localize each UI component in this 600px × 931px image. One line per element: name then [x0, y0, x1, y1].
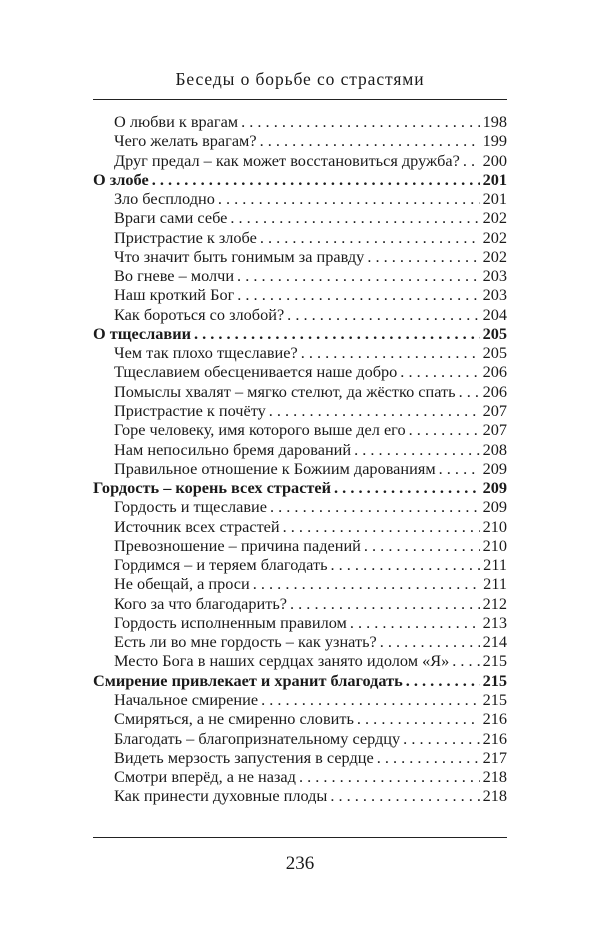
toc-entry-page: 216 — [482, 728, 507, 748]
toc-entry-page: 209 — [482, 458, 507, 478]
toc-entry — [93, 536, 507, 555]
toc-entry — [93, 690, 507, 709]
toc-entry-title: Как бороться со злобой? — [114, 304, 285, 324]
toc-entry-title: О злобе — [93, 169, 149, 189]
dot-leader — [241, 112, 479, 131]
toc-entry — [93, 343, 507, 362]
toc-entry — [93, 362, 507, 381]
toc-entry-page: 218 — [482, 767, 507, 787]
toc-entry-page: 209 — [482, 478, 507, 498]
toc-entry-title: Горе человеку, имя которого выше дел его — [114, 420, 406, 440]
toc-entry — [93, 440, 507, 459]
dot-leader — [400, 362, 479, 381]
toc-entry — [93, 401, 507, 420]
toc-entry-page: 209 — [482, 497, 507, 517]
toc-entry-page: 212 — [482, 593, 507, 613]
dot-leader — [334, 478, 480, 497]
toc-entry-page: 211 — [483, 574, 507, 594]
dot-leader — [452, 651, 479, 670]
toc-entry — [93, 555, 507, 574]
toc-entry-page: 200 — [482, 150, 507, 170]
toc-section-heading — [93, 478, 507, 497]
toc-entry-title: Помыслы хвалят – мягко стелют, да жёстко спать — [114, 381, 456, 401]
toc-entry — [93, 767, 507, 786]
toc-entry-page: 203 — [482, 285, 507, 305]
toc-entry-page: 204 — [482, 304, 507, 324]
toc-entry — [93, 305, 507, 324]
toc-entry-page: 211 — [483, 555, 507, 575]
toc-entry-page: 215 — [482, 651, 507, 671]
toc-entry-page: 213 — [482, 612, 507, 632]
toc-entry-title: Чем так плохо тщеславие? — [114, 343, 298, 363]
table-of-contents — [93, 112, 507, 806]
toc-entry-page: 218 — [482, 786, 507, 806]
toc-entry-title: Чего желать врагам? — [114, 131, 257, 151]
dot-leader — [301, 343, 480, 362]
toc-entry-page: 201 — [482, 169, 507, 189]
toc-entry-title: Тщеславием обесценивается наше добро — [114, 362, 398, 382]
toc-entry — [93, 594, 507, 613]
toc-entry — [93, 285, 507, 304]
toc-entry-page: 215 — [482, 670, 507, 690]
toc-entry — [93, 709, 507, 728]
toc-entry — [93, 497, 507, 516]
toc-entry-title: Враги сами себе — [114, 208, 228, 228]
dot-leader — [230, 208, 479, 227]
dot-leader — [269, 401, 480, 420]
toc-section-heading — [93, 324, 507, 343]
toc-entry-page: 199 — [482, 131, 507, 151]
toc-entry — [93, 651, 507, 670]
dot-leader — [253, 574, 480, 593]
dot-leader — [237, 285, 479, 304]
dot-leader — [270, 497, 480, 516]
toc-entry-title: Начальное смирение — [114, 689, 259, 709]
toc-entry — [93, 266, 507, 285]
dot-leader — [357, 709, 480, 728]
toc-entry — [93, 632, 507, 651]
header-rule — [93, 99, 507, 100]
dot-leader — [403, 729, 479, 748]
toc-entry — [93, 729, 507, 748]
dot-leader — [152, 170, 480, 189]
toc-entry — [93, 228, 507, 247]
toc-entry-title: Смотри вперёд, а не назад — [114, 767, 296, 787]
running-header: Беседы о борьбе со страстями — [175, 69, 425, 89]
dot-leader — [194, 324, 480, 343]
toc-entry-title: О любви к врагам — [114, 112, 239, 131]
toc-entry — [93, 613, 507, 632]
toc-entry-title: Пристрастие к почёту — [114, 400, 266, 420]
dot-leader — [409, 420, 480, 439]
dot-leader — [377, 748, 480, 767]
toc-entry — [93, 574, 507, 593]
toc-entry — [93, 208, 507, 227]
toc-entry-title: Кого за что благодарить? — [114, 593, 288, 613]
dot-leader — [331, 555, 481, 574]
toc-entry-page: 208 — [482, 439, 507, 459]
toc-entry-title: Во гневе – молчи — [114, 266, 235, 286]
toc-entry-title: Зло бесплодно — [114, 189, 215, 209]
toc-entry-title: Смирение привлекает и хранит благодать — [93, 670, 403, 690]
footer-rule — [93, 837, 507, 838]
toc-entry-title: Нам непосильно бремя дарований — [114, 439, 352, 459]
toc-entry-page: 205 — [482, 343, 507, 363]
toc-entry-page: 210 — [482, 516, 507, 536]
toc-entry-page: 205 — [482, 323, 507, 343]
toc-entry-title: Гордость исполненным правилом — [114, 612, 347, 632]
toc-entry — [93, 189, 507, 208]
toc-entry-title: Превозношение – причина падений — [114, 535, 361, 555]
toc-entry — [93, 112, 507, 131]
toc-entry-title: Смиряться, а не смиренно словить — [114, 709, 354, 729]
toc-entry-title: Друг предал – как может восстановиться дружба? — [114, 150, 460, 170]
toc-entry-page: 198 — [482, 112, 507, 131]
toc-entry-title: Не обещай, а проси — [114, 574, 250, 594]
dot-leader — [260, 131, 480, 150]
toc-entry-page: 215 — [482, 689, 507, 709]
toc-entry — [93, 131, 507, 150]
toc-entry-title: Правильное отношение к Божиим дарованиям — [114, 458, 436, 478]
toc-entry-page: 217 — [482, 747, 507, 767]
toc-entry-title: Гордимся – и теряем благодать — [114, 555, 328, 575]
dot-leader — [260, 228, 480, 247]
toc-entry — [93, 748, 507, 767]
toc-entry — [93, 382, 507, 401]
toc-entry-page: 203 — [482, 266, 507, 286]
toc-entry — [93, 420, 507, 439]
toc-entry — [93, 151, 507, 170]
toc-entry-title: Источник всех страстей — [114, 516, 280, 536]
dot-leader — [287, 305, 479, 324]
toc-entry-title: Как принести духовные плоды — [114, 786, 328, 806]
toc-entry-title: О тщеславии — [93, 323, 191, 343]
dot-leader — [290, 594, 480, 613]
toc-entry-page: 216 — [482, 709, 507, 729]
dot-leader — [350, 613, 480, 632]
dot-leader — [463, 151, 480, 170]
dot-leader — [299, 767, 480, 786]
toc-entry — [93, 247, 507, 266]
dot-leader — [364, 536, 480, 555]
toc-entry-page: 210 — [482, 535, 507, 555]
dot-leader — [367, 247, 479, 266]
dot-leader — [380, 632, 480, 651]
toc-entry-page: 207 — [482, 400, 507, 420]
toc-entry-title: Есть ли во мне гордость – как узнать? — [114, 632, 377, 652]
toc-entry-title: Что значит быть гонимым за правду — [114, 246, 365, 266]
toc-entry-page: 202 — [482, 208, 507, 228]
toc-entry-page: 202 — [482, 227, 507, 247]
toc-entry-page: 214 — [482, 632, 507, 652]
toc-entry-page: 207 — [482, 420, 507, 440]
toc-entry-title: Пристрастие к злобе — [114, 227, 257, 247]
toc-entry-title: Наш кроткий Бог — [114, 285, 235, 305]
dot-leader — [459, 382, 480, 401]
toc-entry-title: Гордость и тщеславие — [114, 497, 267, 517]
dot-leader — [283, 517, 480, 536]
toc-entry-title: Благодать – благопризнательному сердцу — [114, 728, 401, 748]
toc-entry — [93, 786, 507, 805]
dot-leader — [218, 189, 480, 208]
dot-leader — [354, 440, 479, 459]
toc-section-heading — [93, 671, 507, 690]
toc-entry — [93, 459, 507, 478]
toc-entry-title: Гордость – корень всех страстей — [93, 478, 332, 498]
dot-leader — [439, 459, 480, 478]
dot-leader — [330, 786, 479, 805]
dot-leader — [237, 266, 480, 285]
dot-leader — [261, 690, 480, 709]
toc-entry-page: 202 — [482, 246, 507, 266]
page-number: 236 — [285, 853, 315, 874]
toc-entry-title: Место Бога в наших сердцах занято идолом «Я» — [114, 651, 450, 671]
toc-section-heading — [93, 170, 507, 189]
toc-entry — [93, 517, 507, 536]
toc-entry-page: 206 — [482, 362, 507, 382]
toc-entry-page: 201 — [482, 189, 507, 209]
toc-entry-title: Видеть мерзость запустения в сердце — [114, 747, 374, 767]
dot-leader — [406, 671, 480, 690]
toc-entry-page: 206 — [482, 381, 507, 401]
